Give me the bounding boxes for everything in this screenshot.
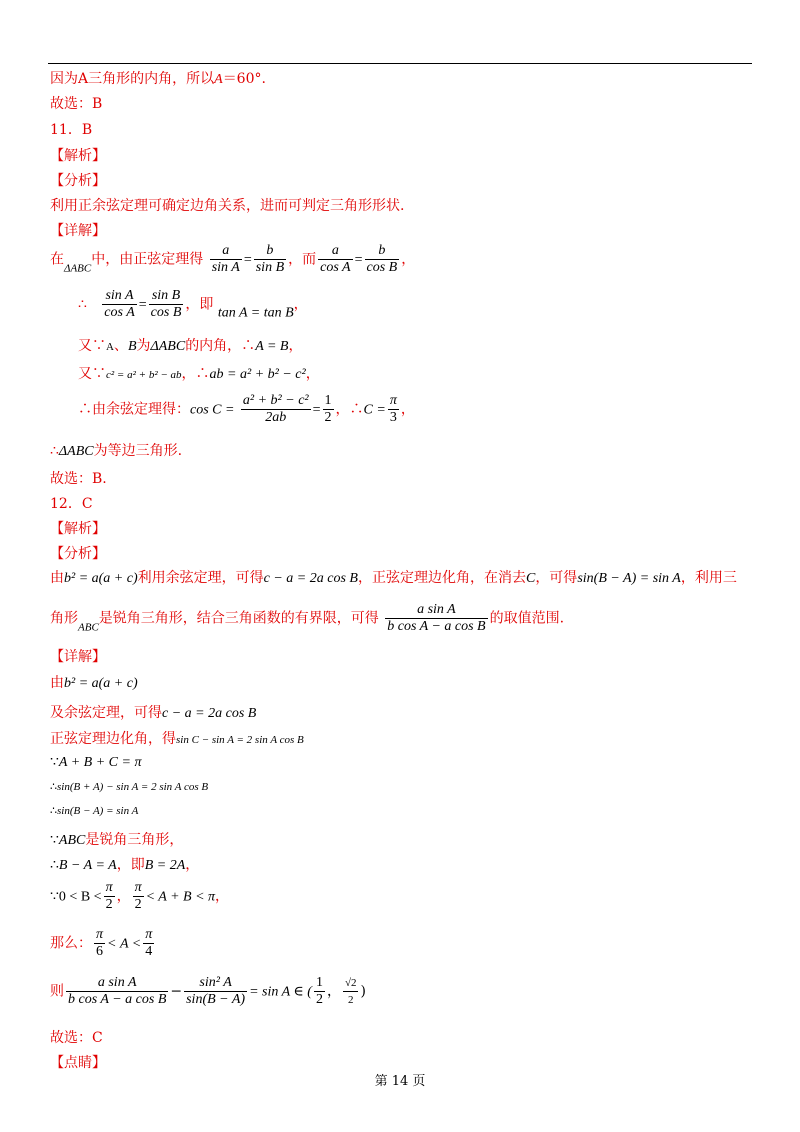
text: 因为A三角形的内角，所以 (50, 71, 215, 87)
answer-choice-c: 故选：C (50, 1030, 103, 1046)
step-11: 则 $\frac{\text{a sin A}}{\text{b cos A − a cos B}}$ − $\frac{\text{sin² A}}{\sin(B - A)}$ = sin A ∈ ( $\frac{1}{2}$ ， $\frac{√2}{2}$ ) (50, 975, 366, 1007)
cosine-law-line: ∴由余弦定理得：cos C = $\frac{\text{a² + b² − c²}}{2ab}$ = $\frac{1}{2}$ ，∴C = $\frac{\pi}{3}$ ， (78, 393, 415, 425)
angle-equal-line: 又∵A、B为ΔABC的内角，∴A = B， (78, 338, 303, 354)
math-A: A (214, 72, 223, 87)
step-10: 那么： $\frac{\pi}{6}$ < A < $\frac{\pi}{4}$ (50, 927, 153, 959)
fraction: $\frac{1}{2}$ (324, 393, 332, 425)
analysis-heading: 【解析】 (50, 148, 106, 164)
detail-heading: 【详解】 (50, 223, 106, 239)
equilateral-conclusion: ∴ΔABC为等边三角形. (50, 443, 183, 459)
fraction: $\frac{\text{a² + b² − c²}}{2ab}$ (242, 393, 309, 425)
method-heading: 【分析】 (50, 173, 106, 189)
fraction: $\frac{1}{2}$ (315, 975, 323, 1007)
fraction: $\frac{√2}{2}$ (344, 977, 357, 1006)
method-text-2a: 由b² = a(a + c)利用余弦定理，可得c − a = 2a cos B，正弦定理边化角，在消去C，可得sin(B − A) = sin A，利用三 (50, 570, 737, 586)
line-angle-conclusion (50, 68, 266, 88)
comment-heading: 【点睛】 (50, 1055, 106, 1071)
method-text: 利用正余弦定理可确定边角关系，进而可判定三角形形状. (50, 198, 405, 214)
method-heading-2: 【分析】 (50, 546, 106, 562)
answer-choice-b2: 故选：B. (50, 471, 107, 487)
cosine-relation-line: 又∵c² = a² + b² − ab，∴ab = a² + b² − c²， (78, 366, 320, 382)
detail-heading-2: 【详解】 (50, 649, 106, 665)
question-11-answer: 11．B (50, 122, 93, 138)
fraction: $\frac{a}{\text{cos A}}$ (320, 243, 351, 275)
fraction: $\frac{\pi}{2}$ (105, 880, 113, 912)
fraction: $\frac{b}{\text{sin B}}$ (255, 243, 285, 275)
question-12-answer: 12．C (50, 496, 93, 512)
fraction: $\frac{\text{sin B}}{\text{cos B}}$ (150, 288, 182, 320)
fraction: $\frac{\pi}{2}$ (134, 880, 142, 912)
step-5: ∴sin(B + A) − sin A = 2 sin A cos B (50, 780, 209, 793)
step-4: ∵A + B + C = π (50, 754, 142, 770)
fraction: $\frac{\pi}{4}$ (145, 927, 153, 959)
fraction: $\frac{\text{sin A}}{\text{cos A}}$ (104, 288, 135, 320)
text: ＝60°. (222, 71, 266, 87)
method-text-2b: 角形$_{ABC}$是锐角三角形，结合三角函数的有界限，可得 $\frac{\text{a sin A}}{\text{b cos A − a cos B}}$ 的取值范围. (50, 602, 565, 634)
fraction: $\frac{\text{a sin A}}{\text{b cos A − a cos B}}$ (68, 975, 167, 1007)
page-number: 第 14 页 (374, 1074, 426, 1089)
fraction: $\frac{\text{a sin A}}{\text{b cos A − a cos B}}$ (387, 602, 486, 634)
tan-equality-line: ∴ $\frac{\text{sin A}}{\text{cos A}}$ = $\frac{\text{sin B}}{\text{cos B}}$ ，即 tan A = tan B， (78, 288, 308, 321)
fraction: $\frac{a}{\text{sin A}}$ (211, 243, 240, 275)
fraction: $\frac{b}{\text{cos B}}$ (366, 243, 398, 275)
fraction: $\frac{\pi}{6}$ (96, 927, 104, 959)
analysis-heading-2: 【解析】 (50, 521, 106, 537)
step-8: ∴B − A = A，即B = 2A， (50, 857, 200, 873)
fraction: $\frac{\text{sin² A}}{\sin(B - A)}$ (186, 975, 246, 1007)
header-rule (48, 63, 752, 64)
step-6: ∴sin(B − A) = sin A (50, 804, 139, 817)
answer-choice-b: 故选：B (50, 96, 103, 112)
sine-law-line: 在$_{\Delta ABC}$中，由正弦定理得 $\frac{a}{\text{sin A}}$ = $\frac{b}{\text{sin B}}$ ，而 $\frac{a}{\text{cos A}}$ = $\frac{b}{\text{cos B}}$ ， (50, 243, 416, 275)
step-9: ∵0 < B < $\frac{\pi}{2}$ ， $\frac{\pi}{2}$ < A + B < π， (50, 880, 230, 912)
step-2: 及余弦定理，可得c − a = 2a cos B (50, 705, 257, 721)
step-1: 由b² = a(a + c) (50, 675, 138, 691)
step-3: 正弦定理边化角，得sin C − sin A = 2 sin A cos B (50, 731, 304, 747)
step-7: ∵ABC是锐角三角形， (50, 832, 184, 848)
fraction: $\frac{\pi}{3}$ (389, 393, 397, 425)
